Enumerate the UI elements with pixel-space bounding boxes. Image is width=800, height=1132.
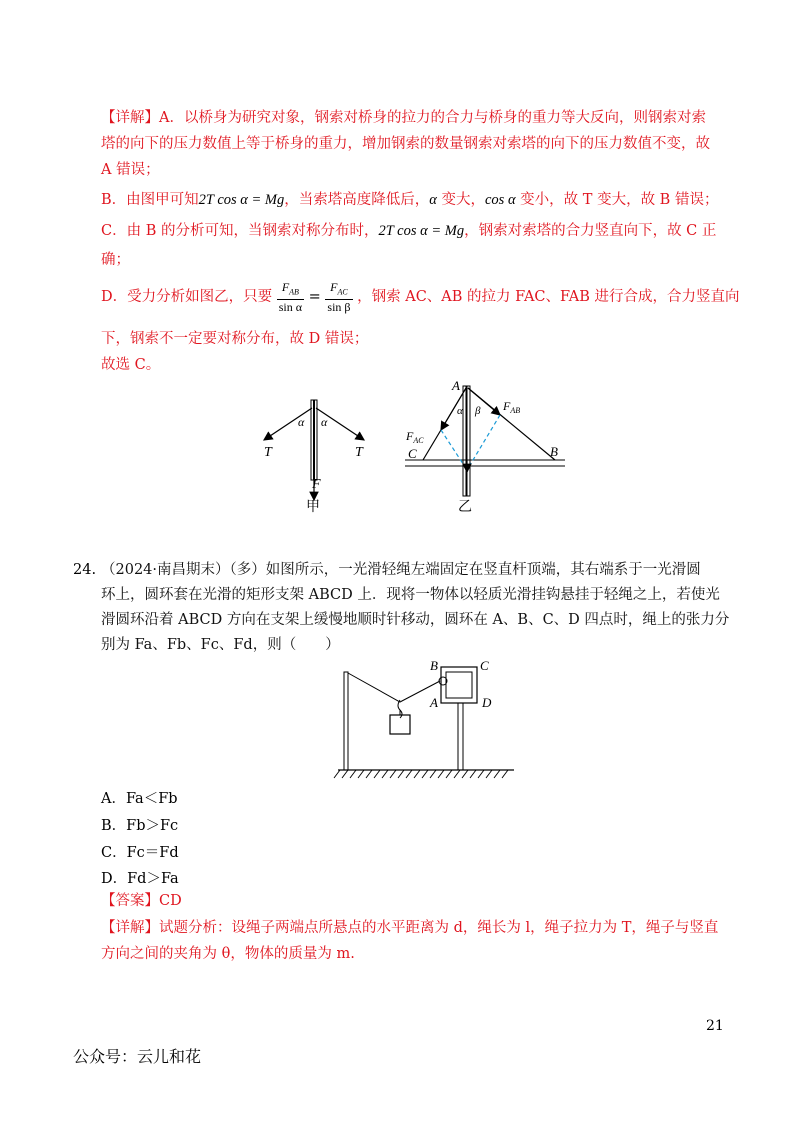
detail-line-c2: 确； [101,252,130,268]
page-number: 21 [706,1018,724,1034]
fig-label-a: A [430,695,438,710]
question-line-3: 滑圆环沿着 ABCD 方向在支架上缓慢地顺时针移动，圆环在 A、B、C、D 四点时，绳上的张力分 [101,612,730,628]
line-b-equation: 2T cos α = Mg [198,192,285,208]
label-t-left: T [264,445,272,460]
left-pole [344,672,348,770]
answer: 【答案】CD [101,893,182,909]
line-b-prefix: B．由图甲可知 [101,192,199,208]
line-c-equation: 2T cos α = Mg [378,223,465,239]
label-c: C [408,446,417,461]
frac1-denominator: sin α [278,300,303,315]
line-b-middle2: 变大， [436,192,485,208]
detail-choose: 故选 C。 [101,357,161,373]
label-fab-main: F [503,399,511,413]
frame-inner [446,672,472,698]
question-number: 24. [73,562,97,578]
question-line-4: 别为 Fa、Fb、Fc、Fd，则（ ） [101,637,340,653]
frac2-subscript: AC [337,287,348,297]
fig-label-b: B [430,658,438,673]
label-yi: 乙 [458,500,472,515]
question-line-2: 环上，圆环套在光滑的矩形支架 ABCD 上．现将一物体以轻质光滑挂钩悬挂于轻绳之上，若使光 [101,587,720,603]
option-d: D．Fd＞Fa [101,871,179,887]
detail-line-1: 【详解】A．以桥身为研究对象，钢索对桥身的拉力的合力与桥身的重力等大反向，则钢索对索 [101,110,706,126]
line-c-prefix: C．由 B 的分析可知，当钢索对称分布时， [101,223,379,239]
label-fac [405,429,424,445]
detail-line-d [101,280,740,314]
frac2-numerator: F [330,280,338,294]
detail-line-c [101,221,716,241]
question-line-1: （2024·南昌期末）（多）如图所示，一光滑轻绳左端固定在竖直杆顶端，其右端系于一光滑圆 [101,562,701,578]
option-b: B．Fb＞Fc [101,818,179,834]
label-t-right: T [355,445,363,460]
line-b-suffix: 变小，故 T 变大，故 B 错误； [515,192,719,208]
fraction-equals: = [308,289,321,306]
force-t-left-arrow [264,408,312,440]
force-fab-arrow [468,388,500,415]
label-alpha-yi: α [457,405,463,417]
line-d-suffix: ，钢索 AC、AB 的拉力 FAC、FAB 进行合成，合力竖直向 [357,289,740,306]
detail-line-3: A 错误； [101,162,160,178]
line-b-alpha: α [429,192,437,208]
line-d-prefix: D．受力分析如图乙，只要 [101,289,273,306]
option-a: A．Fa＜Fb [101,791,178,807]
figure-q24 [0,655,800,785]
label-alpha-right: α [321,415,328,429]
label-fac-sub: AC [413,436,424,445]
rope [348,673,440,702]
frac1-numerator: F [281,280,290,294]
fig-label-d: D [482,695,492,710]
label-fab-sub: AB [510,406,521,415]
label-f: F [312,477,321,492]
frac2-denominator: sin β [327,300,351,315]
detail2-line-2: 方向之间的夹角为 θ，物体的质量为 m. [101,946,355,962]
fraction-fab-sin-alpha [277,280,304,314]
figure-yi [405,378,565,515]
fraction-fac-sin-beta [325,280,352,314]
line-b-middle: ，当索塔高度降低后， [284,192,430,208]
detail-line-d2: 下，钢索不一定要对称分布，故 D 错误； [101,331,369,347]
detail-line-2: 塔的向下的压力数值上等于桥身的重力，增加钢索的数量钢索对索塔的向下的压力数值不变，故 [101,136,710,152]
detail2-line-1: 【详解】试题分析：设绳子两端点所悬点的水平距离为 d，绳长为 l，绳子拉力为 T，绳子与竖直 [101,920,719,936]
frac1-subscript: AB [289,287,299,297]
figure-jia [264,400,364,515]
label-jia: 甲 [306,500,320,515]
label-alpha-left: α [298,415,305,429]
dashed-parallel-right [467,415,500,470]
fig-label-c: C [480,658,489,673]
label-b: B [550,444,558,459]
label-beta: β [475,405,481,417]
detail-line-b [101,190,718,210]
label-fac-main: F [406,429,414,443]
footer-account: 公众号：云儿和花 [73,1047,202,1066]
label-fab [502,399,520,415]
option-c: C．Fc＝Fd [101,845,179,861]
right-post [458,703,463,770]
figure-jia-yi [0,378,800,528]
label-a: A [452,378,460,393]
line-b-cos: cos α [485,192,516,208]
line-c-suffix: ，钢索对索塔的合力竖直向下，故 C 正 [464,223,717,239]
